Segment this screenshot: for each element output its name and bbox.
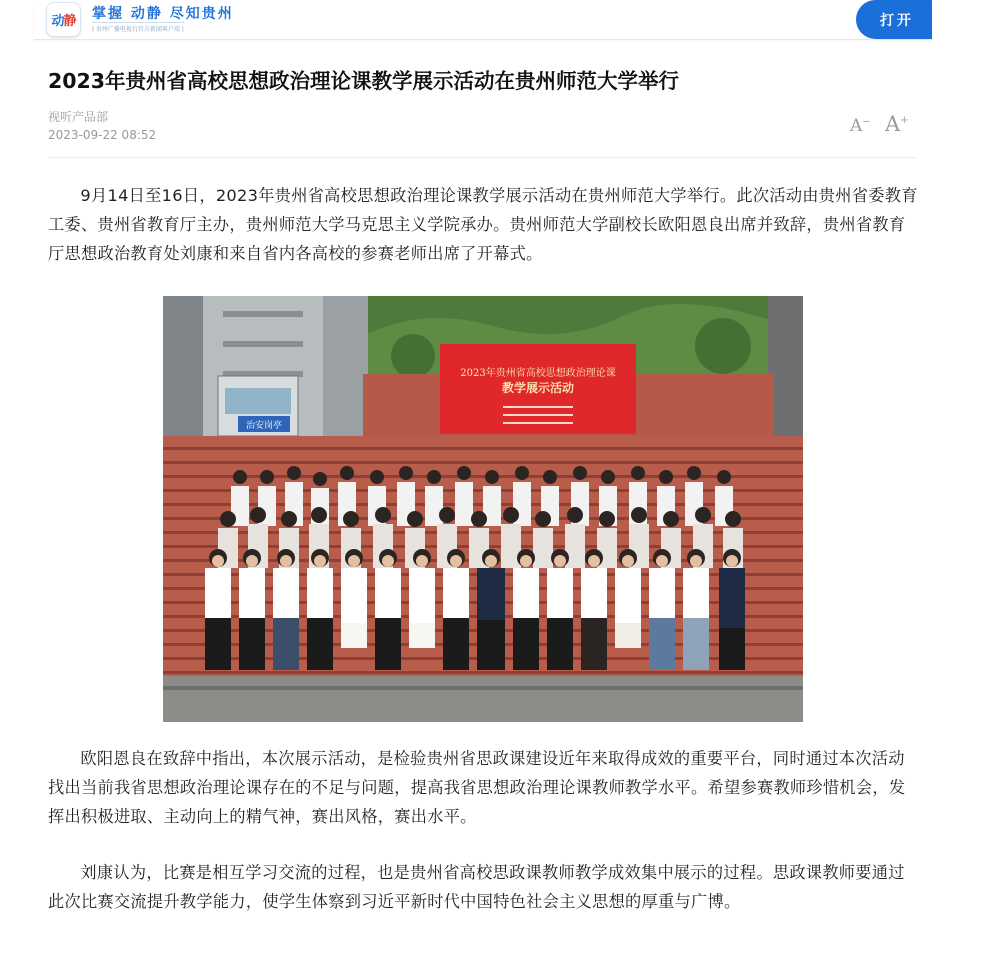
article-paragraph-1: 9月14日至16日，2023年贵州省高校思想政治理论课教学展示活动在贵州师范大学举行。此次活动由贵州省委教育工委、贵州省教育厅主办，贵州师范大学马克思主义学院承办。贵州师范大学副校长欧阳恩良出席并致辞，贵州省教育厅思想政治教育处刘康和来自省内各高校的参赛老师出席了开幕式。 (48, 186, 918, 263)
logo-char-b: 静 (63, 14, 76, 29)
article-paragraph-3: 刘康认为，比赛是相互学习交流的过程，也是贵州省高校思政课教师教学成效集中展示的过程。思政课教师要通过此次比赛交流提升教学能力，使学生体察到习近平新时代中国特色社会主义思想的厚重与广博。 (48, 863, 905, 911)
font-increase-label: A (885, 112, 901, 136)
font-decrease-button[interactable] (850, 116, 871, 136)
logo-char-a: 动 (51, 14, 64, 29)
font-increase-button[interactable] (885, 112, 909, 136)
font-decrease-label: A (850, 116, 863, 136)
banner-title-1: 2023年贵州省高校思想政治理论课 (460, 368, 616, 379)
minus-icon: − (862, 116, 871, 128)
group-photo-illustration (163, 296, 803, 722)
group-photo (163, 296, 803, 722)
app-slogan: 掌握 动静 尽知贵州 (92, 6, 234, 22)
app-slogan-sub: | 贵州广播电视台官方新闻客户端 | (92, 22, 184, 33)
article-source: 视听产品部 (48, 110, 109, 124)
app-banner (34, 0, 932, 40)
open-app-button[interactable]: 打开 (856, 0, 932, 39)
banner-title-2: 教学展示活动 (501, 381, 575, 395)
booth-sign: 治安岗亭 (245, 421, 283, 431)
article-date: 2023-09-22 08:52 (48, 128, 157, 142)
plus-icon: + (900, 115, 909, 126)
app-logo-icon (46, 2, 81, 37)
article-title: 2023年贵州省高校思想政治理论课教学展示活动在贵州师范大学举行 (48, 69, 680, 93)
header-divider (48, 157, 917, 158)
article-paragraph-2: 欧阳恩良在致辞中指出，本次展示活动，是检验贵州省思政课建设近年来取得成效的重要平台，同时通过本次活动找出当前我省思想政治理论课存在的不足与问题，提高我省思想政治理论课教师教学水平。希望参赛教师珍惜机会，发挥出积极进取、主动向上的精气神，赛出风格，赛出水平。 (48, 749, 906, 826)
